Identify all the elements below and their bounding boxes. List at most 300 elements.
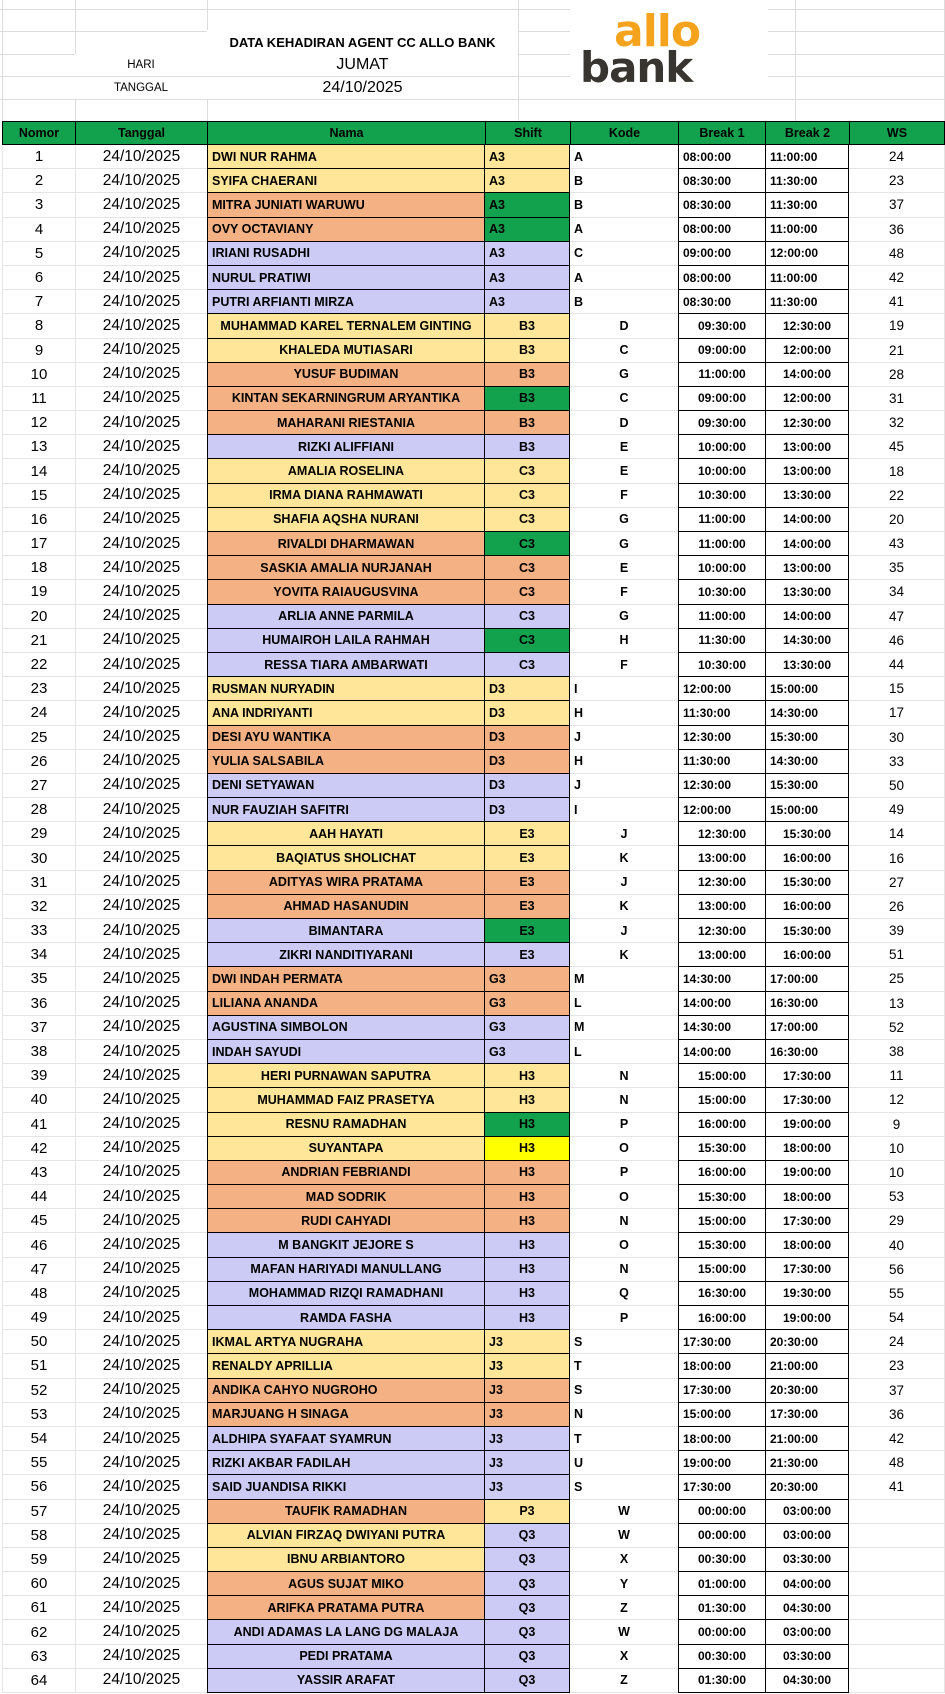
row-number-cell[interactable]: 35 (2, 967, 75, 991)
kode-cell[interactable]: X (570, 1548, 678, 1572)
shift-cell[interactable]: H3 (485, 1282, 570, 1306)
ws-cell[interactable]: 40 (849, 1233, 945, 1257)
date-cell[interactable]: 24/10/2025 (75, 411, 207, 435)
name-cell[interactable]: AGUSTINA SIMBOLON (207, 1016, 485, 1040)
shift-cell[interactable]: J3 (485, 1427, 570, 1451)
break2-cell[interactable]: 13:00:00 (765, 556, 849, 580)
shift-cell[interactable]: A3 (485, 145, 570, 169)
kode-cell[interactable]: O (570, 1137, 678, 1161)
column-header-tanggal[interactable]: Tanggal (75, 121, 207, 145)
break2-cell[interactable]: 20:30:00 (765, 1475, 849, 1499)
break1-cell[interactable]: 11:00:00 (678, 532, 765, 556)
ws-cell[interactable]: 35 (849, 556, 945, 580)
date-cell[interactable]: 24/10/2025 (75, 653, 207, 677)
break2-cell[interactable]: 17:30:00 (765, 1258, 849, 1282)
name-cell[interactable]: KHALEDA MUTIASARI (207, 339, 485, 363)
row-number-cell[interactable]: 21 (2, 629, 75, 653)
row-number-cell[interactable]: 28 (2, 798, 75, 822)
name-cell[interactable]: RESSA TIARA AMBARWATI (207, 653, 485, 677)
shift-cell[interactable]: J3 (485, 1475, 570, 1499)
break1-cell[interactable]: 16:00:00 (678, 1113, 765, 1137)
break2-cell[interactable]: 13:30:00 (765, 580, 849, 604)
shift-cell[interactable]: D3 (485, 750, 570, 774)
ws-cell[interactable]: 30 (849, 726, 945, 750)
break1-cell[interactable]: 10:30:00 (678, 653, 765, 677)
date-cell[interactable]: 24/10/2025 (75, 1403, 207, 1427)
break1-cell[interactable]: 14:30:00 (678, 1016, 765, 1040)
break2-cell[interactable]: 17:30:00 (765, 1209, 849, 1233)
row-number-cell[interactable]: 26 (2, 750, 75, 774)
row-number-cell[interactable]: 6 (2, 266, 75, 290)
name-cell[interactable]: RESNU RAMADHAN (207, 1113, 485, 1137)
name-cell[interactable]: ALDHIPA SYAFAAT SYAMRUN (207, 1427, 485, 1451)
shift-cell[interactable]: G3 (485, 992, 570, 1016)
name-cell[interactable]: MUHAMMAD KAREL TERNALEM GINTING (207, 314, 485, 338)
break2-cell[interactable]: 11:30:00 (765, 290, 849, 314)
name-cell[interactable]: IKMAL ARTYA NUGRAHA (207, 1330, 485, 1354)
break1-cell[interactable]: 09:00:00 (678, 387, 765, 411)
row-number-cell[interactable]: 52 (2, 1379, 75, 1403)
ws-cell[interactable]: 10 (849, 1161, 945, 1185)
row-number-cell[interactable]: 16 (2, 508, 75, 532)
name-cell[interactable]: RAMDA FASHA (207, 1306, 485, 1330)
name-cell[interactable]: BIMANTARA (207, 919, 485, 943)
ws-cell[interactable]: 23 (849, 169, 945, 193)
break1-cell[interactable]: 10:00:00 (678, 459, 765, 483)
name-cell[interactable]: AHMAD HASANUDIN (207, 895, 485, 919)
ws-cell[interactable]: 46 (849, 629, 945, 653)
kode-cell[interactable]: N (570, 1088, 678, 1112)
shift-cell[interactable]: E3 (485, 919, 570, 943)
name-cell[interactable]: ANDI ADAMAS LA LANG DG MALAJA (207, 1620, 485, 1644)
row-number-cell[interactable]: 15 (2, 484, 75, 508)
kode-cell[interactable]: Z (570, 1669, 678, 1693)
date-cell[interactable]: 24/10/2025 (75, 1185, 207, 1209)
ws-cell[interactable]: 10 (849, 1137, 945, 1161)
break2-cell[interactable]: 14:30:00 (765, 629, 849, 653)
shift-cell[interactable]: Q3 (485, 1524, 570, 1548)
name-cell[interactable]: SYIFA CHAERANI (207, 169, 485, 193)
ws-cell[interactable]: 15 (849, 677, 945, 701)
break2-cell[interactable]: 04:00:00 (765, 1572, 849, 1596)
ws-cell[interactable] (849, 1645, 945, 1669)
row-number-cell[interactable]: 55 (2, 1451, 75, 1475)
shift-cell[interactable]: B3 (485, 314, 570, 338)
break1-cell[interactable]: 11:30:00 (678, 629, 765, 653)
break2-cell[interactable]: 17:30:00 (765, 1064, 849, 1088)
row-number-cell[interactable]: 53 (2, 1403, 75, 1427)
column-header-nomor[interactable]: Nomor (2, 121, 75, 145)
break2-cell[interactable]: 15:30:00 (765, 822, 849, 846)
name-cell[interactable]: DWI INDAH PERMATA (207, 967, 485, 991)
kode-cell[interactable]: K (570, 895, 678, 919)
row-number-cell[interactable]: 18 (2, 556, 75, 580)
break2-cell[interactable]: 11:30:00 (765, 169, 849, 193)
ws-cell[interactable] (849, 1548, 945, 1572)
break1-cell[interactable]: 15:00:00 (678, 1064, 765, 1088)
shift-cell[interactable]: H3 (485, 1137, 570, 1161)
date-cell[interactable]: 24/10/2025 (75, 145, 207, 169)
date-cell[interactable]: 24/10/2025 (75, 169, 207, 193)
name-cell[interactable]: YUSUF BUDIMAN (207, 363, 485, 387)
break2-cell[interactable]: 16:30:00 (765, 992, 849, 1016)
name-cell[interactable]: MAHARANI RIESTANIA (207, 411, 485, 435)
kode-cell[interactable]: J (570, 726, 678, 750)
break1-cell[interactable]: 11:00:00 (678, 363, 765, 387)
kode-cell[interactable]: A (570, 266, 678, 290)
ws-cell[interactable]: 29 (849, 1209, 945, 1233)
break2-cell[interactable]: 18:00:00 (765, 1233, 849, 1257)
name-cell[interactable]: RIZKI AKBAR FADILAH (207, 1451, 485, 1475)
ws-cell[interactable]: 11 (849, 1064, 945, 1088)
date-cell[interactable]: 24/10/2025 (75, 750, 207, 774)
row-number-cell[interactable]: 19 (2, 580, 75, 604)
ws-cell[interactable]: 32 (849, 411, 945, 435)
row-number-cell[interactable]: 43 (2, 1161, 75, 1185)
ws-cell[interactable]: 26 (849, 895, 945, 919)
break2-cell[interactable]: 12:00:00 (765, 339, 849, 363)
row-number-cell[interactable]: 61 (2, 1596, 75, 1620)
break2-cell[interactable]: 11:30:00 (765, 193, 849, 217)
date-cell[interactable]: 24/10/2025 (75, 1524, 207, 1548)
ws-cell[interactable]: 42 (849, 266, 945, 290)
shift-cell[interactable]: C3 (485, 556, 570, 580)
kode-cell[interactable]: C (570, 242, 678, 266)
break1-cell[interactable]: 00:00:00 (678, 1524, 765, 1548)
break2-cell[interactable]: 19:30:00 (765, 1282, 849, 1306)
date-cell[interactable]: 24/10/2025 (75, 1113, 207, 1137)
kode-cell[interactable]: K (570, 846, 678, 870)
shift-cell[interactable]: D3 (485, 774, 570, 798)
name-cell[interactable]: NUR FAUZIAH SAFITRI (207, 798, 485, 822)
ws-cell[interactable]: 21 (849, 339, 945, 363)
name-cell[interactable]: ANDRIAN FEBRIANDI (207, 1161, 485, 1185)
break1-cell[interactable]: 00:00:00 (678, 1500, 765, 1524)
kode-cell[interactable]: G (570, 532, 678, 556)
ws-cell[interactable] (849, 1524, 945, 1548)
shift-cell[interactable]: J3 (485, 1354, 570, 1378)
ws-cell[interactable]: 24 (849, 1330, 945, 1354)
break1-cell[interactable]: 09:00:00 (678, 339, 765, 363)
shift-cell[interactable]: C3 (485, 629, 570, 653)
kode-cell[interactable]: B (570, 193, 678, 217)
row-number-cell[interactable]: 25 (2, 726, 75, 750)
date-cell[interactable]: 24/10/2025 (75, 605, 207, 629)
name-cell[interactable]: RIVALDI DHARMAWAN (207, 532, 485, 556)
name-cell[interactable]: YASSIR ARAFAT (207, 1669, 485, 1693)
break1-cell[interactable]: 14:30:00 (678, 967, 765, 991)
shift-cell[interactable]: B3 (485, 411, 570, 435)
break1-cell[interactable]: 00:30:00 (678, 1548, 765, 1572)
ws-cell[interactable]: 13 (849, 992, 945, 1016)
break1-cell[interactable]: 10:00:00 (678, 556, 765, 580)
ws-cell[interactable]: 24 (849, 145, 945, 169)
row-number-cell[interactable]: 63 (2, 1645, 75, 1669)
kode-cell[interactable]: D (570, 411, 678, 435)
ws-cell[interactable]: 23 (849, 1354, 945, 1378)
date-cell[interactable]: 24/10/2025 (75, 992, 207, 1016)
column-header-break2[interactable]: Break 2 (765, 121, 849, 145)
break1-cell[interactable]: 15:00:00 (678, 1209, 765, 1233)
date-cell[interactable]: 24/10/2025 (75, 1427, 207, 1451)
name-cell[interactable]: AMALIA ROSELINA (207, 459, 485, 483)
break2-cell[interactable]: 03:00:00 (765, 1524, 849, 1548)
date-cell[interactable]: 24/10/2025 (75, 1258, 207, 1282)
kode-cell[interactable]: J (570, 822, 678, 846)
row-number-cell[interactable]: 44 (2, 1185, 75, 1209)
shift-cell[interactable]: H3 (485, 1161, 570, 1185)
row-number-cell[interactable]: 59 (2, 1548, 75, 1572)
kode-cell[interactable]: H (570, 629, 678, 653)
break2-cell[interactable]: 14:00:00 (765, 363, 849, 387)
shift-cell[interactable]: E3 (485, 895, 570, 919)
break2-cell[interactable]: 12:30:00 (765, 411, 849, 435)
date-cell[interactable]: 24/10/2025 (75, 1451, 207, 1475)
shift-cell[interactable]: C3 (485, 605, 570, 629)
break2-cell[interactable]: 12:00:00 (765, 242, 849, 266)
kode-cell[interactable]: S (570, 1330, 678, 1354)
date-cell[interactable]: 24/10/2025 (75, 967, 207, 991)
break2-cell[interactable]: 15:00:00 (765, 798, 849, 822)
name-cell[interactable]: RUDI CAHYADI (207, 1209, 485, 1233)
row-number-cell[interactable]: 7 (2, 290, 75, 314)
break2-cell[interactable]: 11:00:00 (765, 266, 849, 290)
date-cell[interactable]: 24/10/2025 (75, 943, 207, 967)
row-number-cell[interactable]: 40 (2, 1088, 75, 1112)
break2-cell[interactable]: 14:00:00 (765, 532, 849, 556)
row-number-cell[interactable]: 27 (2, 774, 75, 798)
kode-cell[interactable]: T (570, 1354, 678, 1378)
column-header-kode[interactable]: Kode (570, 121, 678, 145)
break2-cell[interactable]: 20:30:00 (765, 1379, 849, 1403)
ws-cell[interactable]: 39 (849, 919, 945, 943)
shift-cell[interactable]: C3 (485, 532, 570, 556)
ws-cell[interactable] (849, 1500, 945, 1524)
date-cell[interactable]: 24/10/2025 (75, 1475, 207, 1499)
row-number-cell[interactable]: 50 (2, 1330, 75, 1354)
date-cell[interactable]: 24/10/2025 (75, 193, 207, 217)
ws-cell[interactable]: 54 (849, 1306, 945, 1330)
shift-cell[interactable]: G3 (485, 1016, 570, 1040)
break2-cell[interactable]: 16:00:00 (765, 943, 849, 967)
kode-cell[interactable]: X (570, 1645, 678, 1669)
shift-cell[interactable]: Q3 (485, 1620, 570, 1644)
break1-cell[interactable]: 11:00:00 (678, 605, 765, 629)
shift-cell[interactable]: D3 (485, 677, 570, 701)
ws-cell[interactable]: 9 (849, 1113, 945, 1137)
break2-cell[interactable]: 03:00:00 (765, 1620, 849, 1644)
date-cell[interactable]: 24/10/2025 (75, 629, 207, 653)
date-cell[interactable]: 24/10/2025 (75, 484, 207, 508)
kode-cell[interactable]: A (570, 145, 678, 169)
row-number-cell[interactable]: 4 (2, 218, 75, 242)
break1-cell[interactable]: 18:00:00 (678, 1354, 765, 1378)
break1-cell[interactable]: 11:00:00 (678, 508, 765, 532)
column-header-ws[interactable]: WS (849, 121, 945, 145)
date-cell[interactable]: 24/10/2025 (75, 314, 207, 338)
name-cell[interactable]: DENI SETYAWAN (207, 774, 485, 798)
date-cell[interactable]: 24/10/2025 (75, 1209, 207, 1233)
kode-cell[interactable]: G (570, 508, 678, 532)
date-cell[interactable]: 24/10/2025 (75, 290, 207, 314)
break1-cell[interactable]: 08:00:00 (678, 145, 765, 169)
row-number-cell[interactable]: 5 (2, 242, 75, 266)
date-cell[interactable]: 24/10/2025 (75, 1088, 207, 1112)
name-cell[interactable]: DESI AYU WANTIKA (207, 726, 485, 750)
break2-cell[interactable]: 15:30:00 (765, 774, 849, 798)
name-cell[interactable]: ADITYAS WIRA PRATAMA (207, 871, 485, 895)
ws-cell[interactable]: 31 (849, 387, 945, 411)
break2-cell[interactable]: 16:30:00 (765, 1040, 849, 1064)
name-cell[interactable]: MAFAN HARIYADI MANULLANG (207, 1258, 485, 1282)
break1-cell[interactable]: 15:00:00 (678, 1403, 765, 1427)
ws-cell[interactable]: 48 (849, 242, 945, 266)
shift-cell[interactable]: H3 (485, 1209, 570, 1233)
break1-cell[interactable]: 16:00:00 (678, 1306, 765, 1330)
break1-cell[interactable]: 08:30:00 (678, 169, 765, 193)
ws-cell[interactable]: 52 (849, 1016, 945, 1040)
break2-cell[interactable]: 14:30:00 (765, 701, 849, 725)
break2-cell[interactable]: 17:00:00 (765, 1016, 849, 1040)
row-number-cell[interactable]: 3 (2, 193, 75, 217)
row-number-cell[interactable]: 13 (2, 435, 75, 459)
break1-cell[interactable]: 12:30:00 (678, 726, 765, 750)
break1-cell[interactable]: 09:30:00 (678, 411, 765, 435)
kode-cell[interactable]: E (570, 556, 678, 580)
name-cell[interactable]: PUTRI ARFIANTI MIRZA (207, 290, 485, 314)
row-number-cell[interactable]: 58 (2, 1524, 75, 1548)
shift-cell[interactable]: E3 (485, 943, 570, 967)
break2-cell[interactable]: 03:00:00 (765, 1500, 849, 1524)
kode-cell[interactable]: J (570, 871, 678, 895)
break2-cell[interactable]: 15:30:00 (765, 726, 849, 750)
date-cell[interactable]: 24/10/2025 (75, 1040, 207, 1064)
kode-cell[interactable]: J (570, 919, 678, 943)
break1-cell[interactable]: 17:30:00 (678, 1379, 765, 1403)
row-number-cell[interactable]: 2 (2, 169, 75, 193)
date-cell[interactable]: 24/10/2025 (75, 1645, 207, 1669)
ws-cell[interactable]: 25 (849, 967, 945, 991)
break2-cell[interactable]: 15:00:00 (765, 677, 849, 701)
shift-cell[interactable]: B3 (485, 435, 570, 459)
kode-cell[interactable]: L (570, 1040, 678, 1064)
kode-cell[interactable]: W (570, 1500, 678, 1524)
row-number-cell[interactable]: 39 (2, 1064, 75, 1088)
shift-cell[interactable]: Q3 (485, 1645, 570, 1669)
row-number-cell[interactable]: 20 (2, 605, 75, 629)
row-number-cell[interactable]: 9 (2, 339, 75, 363)
kode-cell[interactable]: Z (570, 1596, 678, 1620)
break2-cell[interactable]: 18:00:00 (765, 1185, 849, 1209)
ws-cell[interactable]: 56 (849, 1258, 945, 1282)
shift-cell[interactable]: J3 (485, 1451, 570, 1475)
kode-cell[interactable]: P (570, 1161, 678, 1185)
ws-cell[interactable]: 20 (849, 508, 945, 532)
break1-cell[interactable]: 10:30:00 (678, 580, 765, 604)
shift-cell[interactable]: A3 (485, 242, 570, 266)
shift-cell[interactable]: C3 (485, 653, 570, 677)
break2-cell[interactable]: 19:00:00 (765, 1161, 849, 1185)
ws-cell[interactable]: 36 (849, 218, 945, 242)
date-cell[interactable]: 24/10/2025 (75, 387, 207, 411)
date-cell[interactable]: 24/10/2025 (75, 532, 207, 556)
date-cell[interactable]: 24/10/2025 (75, 919, 207, 943)
date-cell[interactable]: 24/10/2025 (75, 701, 207, 725)
kode-cell[interactable]: G (570, 363, 678, 387)
kode-cell[interactable]: F (570, 580, 678, 604)
break2-cell[interactable]: 13:00:00 (765, 435, 849, 459)
kode-cell[interactable]: H (570, 750, 678, 774)
row-number-cell[interactable]: 12 (2, 411, 75, 435)
ws-cell[interactable] (849, 1596, 945, 1620)
shift-cell[interactable]: Q3 (485, 1548, 570, 1572)
break1-cell[interactable]: 17:30:00 (678, 1330, 765, 1354)
break2-cell[interactable]: 21:00:00 (765, 1427, 849, 1451)
ws-cell[interactable]: 22 (849, 484, 945, 508)
row-number-cell[interactable]: 1 (2, 145, 75, 169)
date-cell[interactable]: 24/10/2025 (75, 822, 207, 846)
kode-cell[interactable]: G (570, 605, 678, 629)
date-cell[interactable]: 24/10/2025 (75, 266, 207, 290)
shift-cell[interactable]: D3 (485, 798, 570, 822)
ws-cell[interactable]: 51 (849, 943, 945, 967)
date-cell[interactable]: 24/10/2025 (75, 339, 207, 363)
name-cell[interactable]: ANA INDRIYANTI (207, 701, 485, 725)
row-number-cell[interactable]: 49 (2, 1306, 75, 1330)
shift-cell[interactable]: A3 (485, 290, 570, 314)
break1-cell[interactable]: 15:30:00 (678, 1137, 765, 1161)
row-number-cell[interactable]: 62 (2, 1620, 75, 1644)
shift-cell[interactable]: C3 (485, 459, 570, 483)
break1-cell[interactable]: 08:00:00 (678, 266, 765, 290)
date-cell[interactable]: 24/10/2025 (75, 435, 207, 459)
kode-cell[interactable]: K (570, 943, 678, 967)
date-cell[interactable]: 24/10/2025 (75, 580, 207, 604)
kode-cell[interactable]: M (570, 967, 678, 991)
ws-cell[interactable] (849, 1669, 945, 1693)
shift-cell[interactable]: G3 (485, 1040, 570, 1064)
kode-cell[interactable]: M (570, 1016, 678, 1040)
row-number-cell[interactable]: 54 (2, 1427, 75, 1451)
break1-cell[interactable]: 00:30:00 (678, 1645, 765, 1669)
name-cell[interactable]: AGUS SUJAT MIKO (207, 1572, 485, 1596)
kode-cell[interactable]: F (570, 484, 678, 508)
date-cell[interactable]: 24/10/2025 (75, 1282, 207, 1306)
name-cell[interactable]: NURUL PRATIWI (207, 266, 485, 290)
break1-cell[interactable]: 10:00:00 (678, 435, 765, 459)
break1-cell[interactable]: 09:30:00 (678, 314, 765, 338)
shift-cell[interactable]: G3 (485, 967, 570, 991)
row-number-cell[interactable]: 46 (2, 1233, 75, 1257)
date-cell[interactable]: 24/10/2025 (75, 1669, 207, 1693)
name-cell[interactable]: AAH HAYATI (207, 822, 485, 846)
date-cell[interactable]: 24/10/2025 (75, 1596, 207, 1620)
break1-cell[interactable]: 13:00:00 (678, 846, 765, 870)
name-cell[interactable]: MOHAMMAD RIZQI RAMADHANI (207, 1282, 485, 1306)
date-cell[interactable]: 24/10/2025 (75, 1330, 207, 1354)
break2-cell[interactable]: 17:30:00 (765, 1403, 849, 1427)
break1-cell[interactable]: 18:00:00 (678, 1427, 765, 1451)
break2-cell[interactable]: 18:00:00 (765, 1137, 849, 1161)
shift-cell[interactable]: Q3 (485, 1669, 570, 1693)
name-cell[interactable]: IRIANI RUSADHI (207, 242, 485, 266)
date-cell[interactable]: 24/10/2025 (75, 871, 207, 895)
break2-cell[interactable]: 13:30:00 (765, 484, 849, 508)
kode-cell[interactable]: T (570, 1427, 678, 1451)
break2-cell[interactable]: 17:30:00 (765, 1088, 849, 1112)
kode-cell[interactable]: Y (570, 1572, 678, 1596)
row-number-cell[interactable]: 17 (2, 532, 75, 556)
